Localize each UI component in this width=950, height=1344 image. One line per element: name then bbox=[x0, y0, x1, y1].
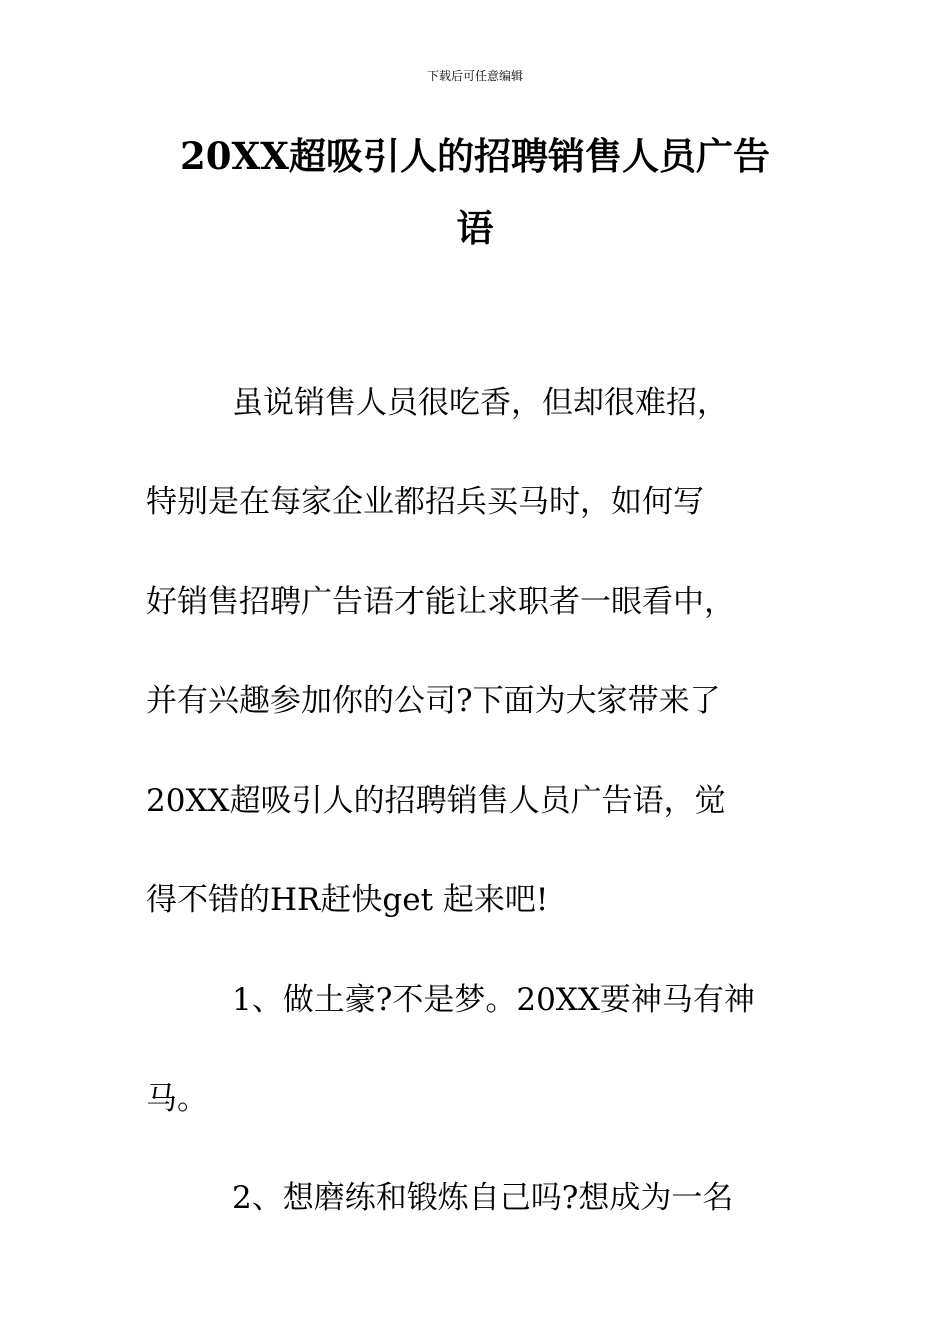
paragraph-line: 好销售招聘广告语才能让求职者一眼看中， bbox=[146, 584, 735, 620]
header-note: 下载后可任意编辑 bbox=[426, 69, 523, 83]
paragraph-line: 虽说销售人员很吃香，但却很难招， bbox=[232, 385, 728, 421]
document-title-line-1: 20XX超吸引人的招聘销售人员广告 bbox=[180, 134, 770, 178]
paragraph-line: 20XX超吸引人的招聘销售人员广告语，觉 bbox=[146, 783, 726, 819]
document-title-line-2: 语 bbox=[456, 206, 494, 250]
list-item-line: 马。 bbox=[146, 1081, 208, 1117]
paragraph-line: 并有兴趣参加你的公司?下面为大家带来了 bbox=[146, 683, 721, 719]
paragraph-line: 特别是在每家企业都招兵买马时，如何写 bbox=[146, 484, 704, 520]
list-item-line: 1、做土豪?不是梦。20XX要神马有神 bbox=[232, 982, 755, 1018]
paragraph-line: 得不错的HR赶快get 起来吧! bbox=[146, 882, 549, 918]
list-item-line: 2、想磨练和锻炼自己吗?想成为一名 bbox=[232, 1180, 734, 1216]
